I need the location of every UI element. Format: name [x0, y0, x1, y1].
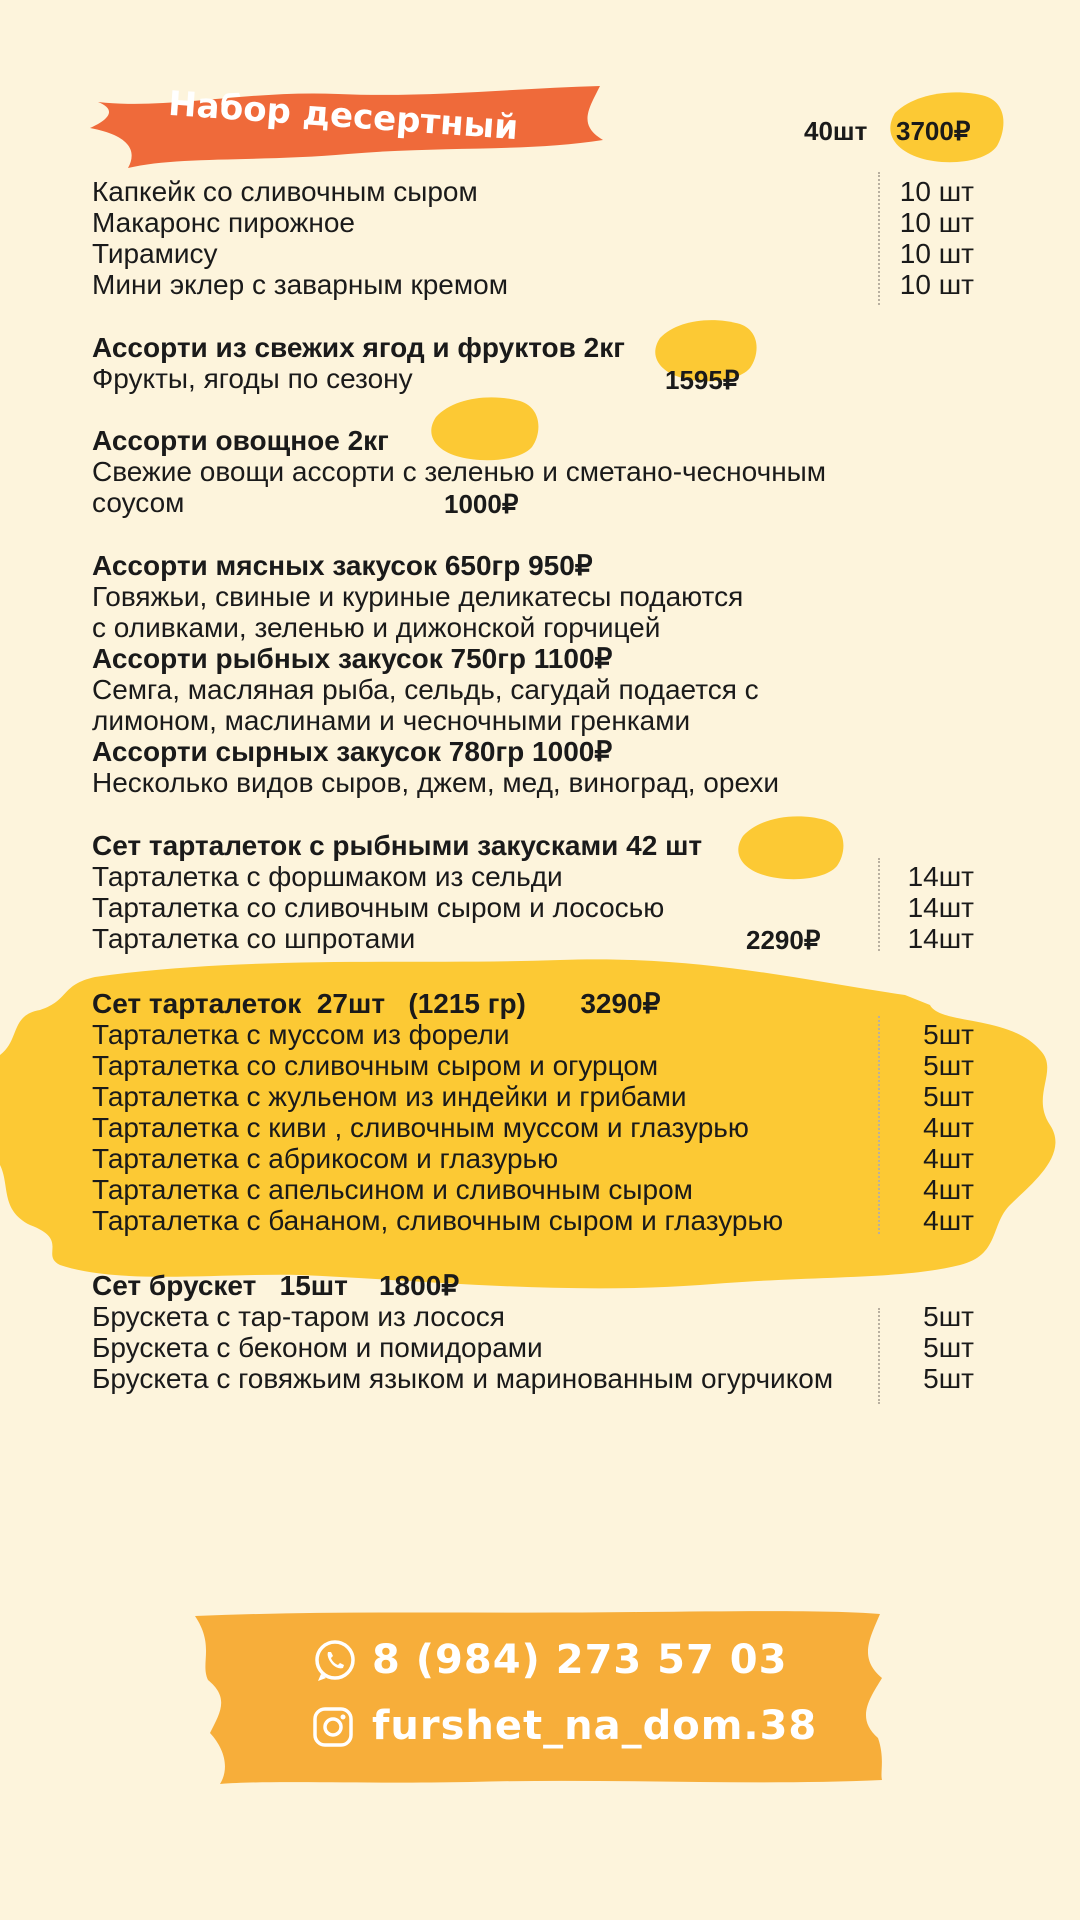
section-desc: соусом [92, 487, 185, 518]
section-desc: Фрукты, ягоды по сезону [92, 363, 413, 394]
list-item: Капкейк со сливочным сыром [92, 176, 478, 207]
section-title: Ассорти овощное 2кг [92, 425, 389, 456]
instagram-handle[interactable]: furshet_na_dom.38 [372, 1703, 818, 1749]
list-item: Мини эклер с заварным кремом [92, 269, 508, 300]
list-item: Тарталетка с абрикосом и глазурью [92, 1143, 559, 1174]
whatsapp-icon [312, 1638, 358, 1684]
item-qty: 14шт [907, 892, 974, 923]
section-desc: с оливками, зеленью и дижонской горчицей [92, 612, 661, 643]
section-title: Сет тарталеток с рыбными закусками 42 шт [92, 830, 703, 861]
item-qty: 14шт [907, 923, 974, 954]
item-qty: 4шт [923, 1143, 974, 1174]
list-item: Тарталетка со сливочным сыром и огурцом [92, 1050, 659, 1081]
section-title: Ассорти сырных закусок 780гр 1000₽ [92, 736, 613, 767]
section-desc: Несколько видов сыров, джем, мед, виноград, орехи [92, 767, 780, 798]
dessert-price: 3700₽ [896, 116, 971, 146]
item-qty: 5шт [923, 1363, 974, 1394]
divider [878, 1308, 880, 1404]
price-blob [428, 393, 543, 463]
list-item: Тарталетка с бананом, сливочным сыром и глазурью [92, 1205, 784, 1236]
list-item: Тарталетка с муссом из форели [92, 1019, 510, 1050]
item-qty: 5шт [923, 1301, 974, 1332]
list-item: Брускета с беконом и помидорами [92, 1332, 543, 1363]
list-item: Макаронс пирожное [92, 207, 356, 238]
section-title: Ассорти мясных закусок 650гр 950₽ [92, 550, 593, 581]
item-qty: 14шт [907, 861, 974, 892]
list-item: Тарталетка с апельсином и сливочным сыром [92, 1174, 693, 1205]
section-title: Ассорти из свежих ягод и фруктов 2кг [92, 332, 625, 363]
divider [878, 172, 880, 305]
footer-banner [190, 1608, 890, 1788]
banner-title: Набор десертный [167, 83, 520, 149]
item-qty: 4шт [923, 1174, 974, 1205]
list-item: Тарталетка с жульеном из индейки и грибами [92, 1081, 687, 1112]
item-qty: 5шт [923, 1050, 974, 1081]
divider [878, 858, 880, 951]
item-qty: 4шт [923, 1205, 974, 1236]
item-qty: 10 шт [899, 269, 974, 300]
divider [878, 1016, 880, 1234]
section-title: Сет тарталеток 27шт (1215 гр) 3290₽ [92, 988, 661, 1019]
list-item: Тарталетка с киви , сливочным муссом и глазурью [92, 1112, 749, 1143]
item-qty: 5шт [923, 1332, 974, 1363]
list-item: Брускета с говяжьим языком и маринованным огурчиком [92, 1363, 834, 1394]
item-qty: 10 шт [899, 176, 974, 207]
section-desc: Семга, масляная рыба, сельдь, сагудай подается с [92, 674, 759, 705]
dessert-qty: 40шт [804, 116, 868, 146]
section-desc: Свежие овощи ассорти с зеленью и сметано-чесночным [92, 456, 827, 487]
list-item: Тирамису [92, 238, 218, 269]
fruits-price: 1595₽ [665, 365, 740, 395]
instagram-icon [312, 1706, 354, 1748]
section-desc: Говяжьи, свиные и куриные деликатесы подаются [92, 581, 744, 612]
item-qty: 5шт [923, 1081, 974, 1112]
section-desc: лимоном, маслинами и чесночными гренками [92, 705, 691, 736]
item-qty: 5шт [923, 1019, 974, 1050]
item-qty: 4шт [923, 1112, 974, 1143]
list-item: Тарталетка со шпротами [92, 923, 416, 954]
price-blob [735, 812, 847, 882]
section-title: Сет брускет 15шт 1800₽ [92, 1270, 460, 1301]
list-item: Брускета с тар-таром из лосося [92, 1301, 505, 1332]
list-item: Тарталетка с форшмаком из сельди [92, 861, 563, 892]
veg-price: 1000₽ [444, 489, 519, 519]
tart-fish-price: 2290₽ [746, 925, 821, 955]
section-title: Ассорти рыбных закусок 750гр 1100₽ [92, 643, 613, 674]
item-qty: 10 шт [899, 207, 974, 238]
list-item: Тарталетка со сливочным сыром и лососью [92, 892, 665, 923]
phone-number[interactable]: 8 (984) 273 57 03 [372, 1637, 788, 1683]
item-qty: 10 шт [899, 238, 974, 269]
